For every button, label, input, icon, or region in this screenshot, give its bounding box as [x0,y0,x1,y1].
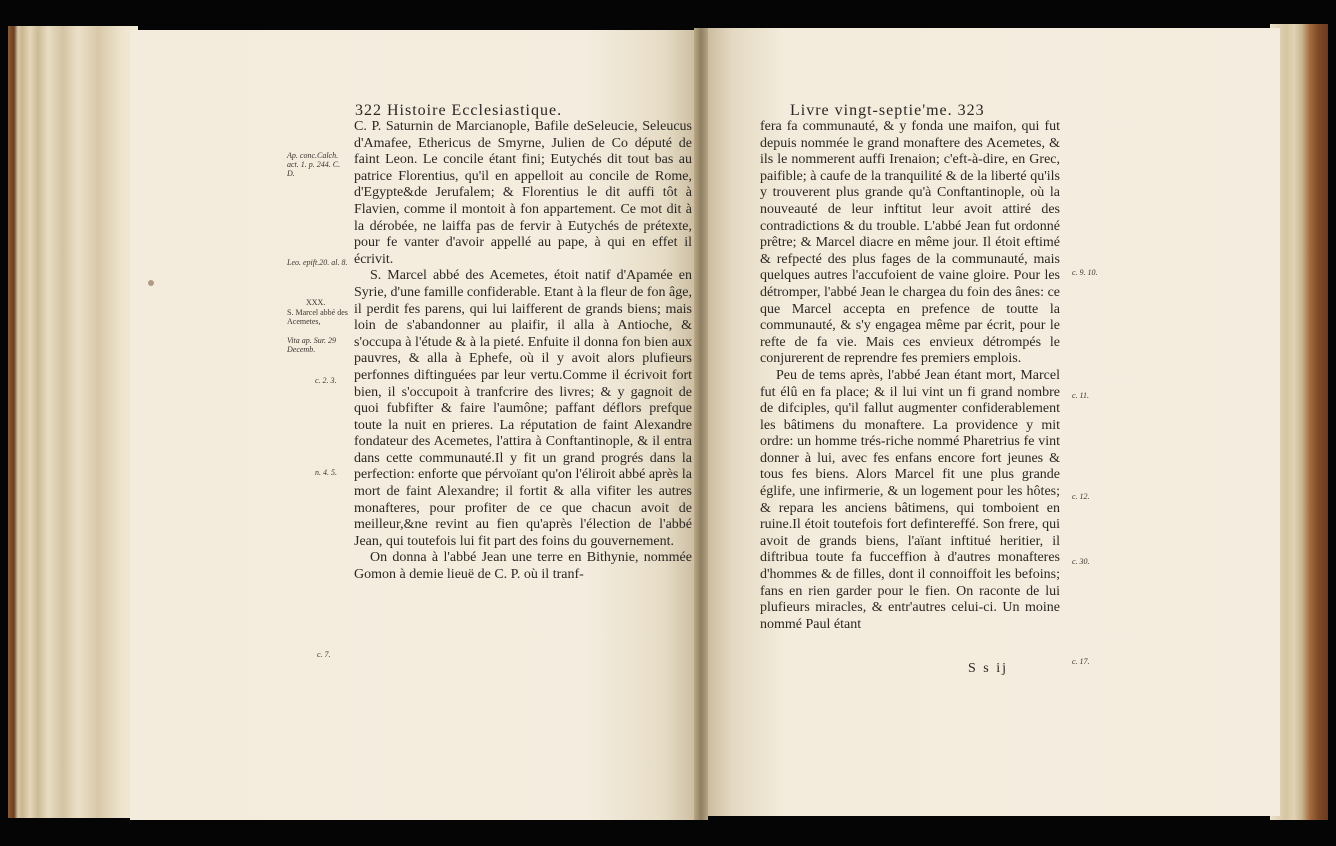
left-margin-note: S. Marcel abbé des Acemetes, [287,308,348,326]
left-margin-note: n. 4. 5. [315,468,337,477]
paragraph: Peu de tems après, l'abbé Jean étant mort, Marcel fut élû en fa place; & il lui vint un fi grand nombre de difciples, qu'il fallut augmenter confiderablement les bâtimens du monaftere. La providence y mit ordre: un homme trés-riche nommé Pharetrius fe vint donner à lui, avec fes enfans encore fort jeunes & tous fes biens. Alors Marcel fit une plus grande églife, une infirmerie, & un logement pour les hôtes; & repara les anciens bâtimens, qui tomboient en ruine.Il étoit toutefois fort defintereffé. Son frere, qui avoit de grands biens, l'aïant inftitué heritier, il diftribua toute fa fucceffion à d'autres monafteres d'hommes & de filles, dont il connoiffoit les befoins; fans en rien garder pour le fien. On raconte de lui plufieurs miracles, & entr'autres celui-ci. Un moine nommé Paul étant [760,367,1060,632]
right-margin-note: c. 11. [1072,391,1089,400]
left-margin-note: c. 7. [317,650,331,659]
signature-mark: S s ij [968,661,1009,676]
paragraph: On donna à l'abbé Jean une terre en Bithynie, nommée Gomon à demie lieuë de C. P. où il tranf- [354,550,692,583]
left-margin-note: c. 2. 3. [315,376,337,385]
left-margin-note: Leo. epift.20. al. 8. [287,258,348,267]
left-body-text [354,119,692,584]
right-margin-note: c. 12. [1072,492,1090,501]
paragraph: S. Marcel abbé des Acemetes, étoit natif d'Apamée en Syrie, d'une famille confiderable. Etant à la fleur de fon âge, il perdit fes parens, qui lui laifferent de grands biens; mais loin de s'abandonner au plaifir, il alla à Antioche, & s'occupa à l'étude & à la pieté. Enfuite il donna fon bien aux pauvres, & alla à Ephefe, où il y avoit alors plufieurs perfonnes diftinguées par leur vertu.Comme il écrivoit fort bien, il s'occupoit à tranfcrire des livres; & y gagnoit de quoi fubfifter & faire l'aumône; paffant déflors prefque toute la nuit en prieres. La réputation de faint Alexandre fondateur des Acemetes, l'attira à Conftantinople, & il entra dans cette communauté.Il y fit un grand progrés dans la perfection: enforte que pérvoïant qu'on l'éliroit abbé après la mort de faint Alexandre; il fortit & alla vifiter les autres monafteres, pour profiter de ce que chacun avoit de meilleur,&ne revint au fien qu'après l'élection de l'abbé Jean, qui toutefois lui fit part des foins du gouvernement. [354,268,692,549]
left-margin-note: Vita ap. Sur. 29 Decemb. [287,336,336,354]
ink-stain [148,280,154,286]
paragraph: fera fa communauté, & y fonda une maifon, qui fut depuis nommée le grand monaftere des Acemetes, & ils le nommerent auffi Irenaion; c'eft-à-dire, en Grec, paifible; à caufe de la tranquilité & de la liberté qu'ils y trouverent plus grande qu'à Conftantinople, où la nouveauté de leur inftitut leur avoit attiré des contradictions & du trouble. L'abbé Jean fut ordonné prêtre; & Marcel diacre en même jour. Il étoit eftimé & refpecté des plus fages de la communauté, mais quelques autres l'accufoient de vaine gloire. Pour les détromper, l'abbé Jean le chargea du foin des ânes: ce que Marcel accepta en prefence de toutte la communauté, & s'y engagea même par écrit, pour le refte de fa vie. Mais ces envieux détrompés le conjurerent de reprendre fes premiers emplois. [760,119,1060,367]
left-running-header: 322 Histoire Ecclesiastique. [355,102,563,119]
left-margin-note: XXX. [306,298,326,307]
right-body-text [760,119,1060,633]
book-gutter [694,28,708,820]
right-running-header: Livre vingt-septie'me. 323 [790,102,985,119]
right-margin-note: c. 9. 10. [1072,268,1098,277]
right-margin-note: c. 17. [1072,657,1090,666]
book-edge-left [8,26,138,818]
left-margin-note: Ap. conc.Calch. act. 1. p. 244. C. D. [287,151,341,178]
right-margin-note: c. 30. [1072,557,1090,566]
paragraph: C. P. Saturnin de Marcianople, Bafile deSeleucie, Seleucus d'Amafee, Ethericus de Smyrne, Julien de Co député de faint Leon. Le concile étant fini; Eutychés dit tout bas au patrice Florentius, qu'il en appelloit au concile de Rome, d'Egypte&de Jerufalem; & Florentius le dit auffi tôt à Flavien, comme il montoit à fon appartement. Ce mot dit à la dérobée, ne laiffa pas de fervir à Eutychés de prétexte, pour fe vanter d'avoir appellé au pape, à qui en effet il écrivit. [354,119,692,267]
